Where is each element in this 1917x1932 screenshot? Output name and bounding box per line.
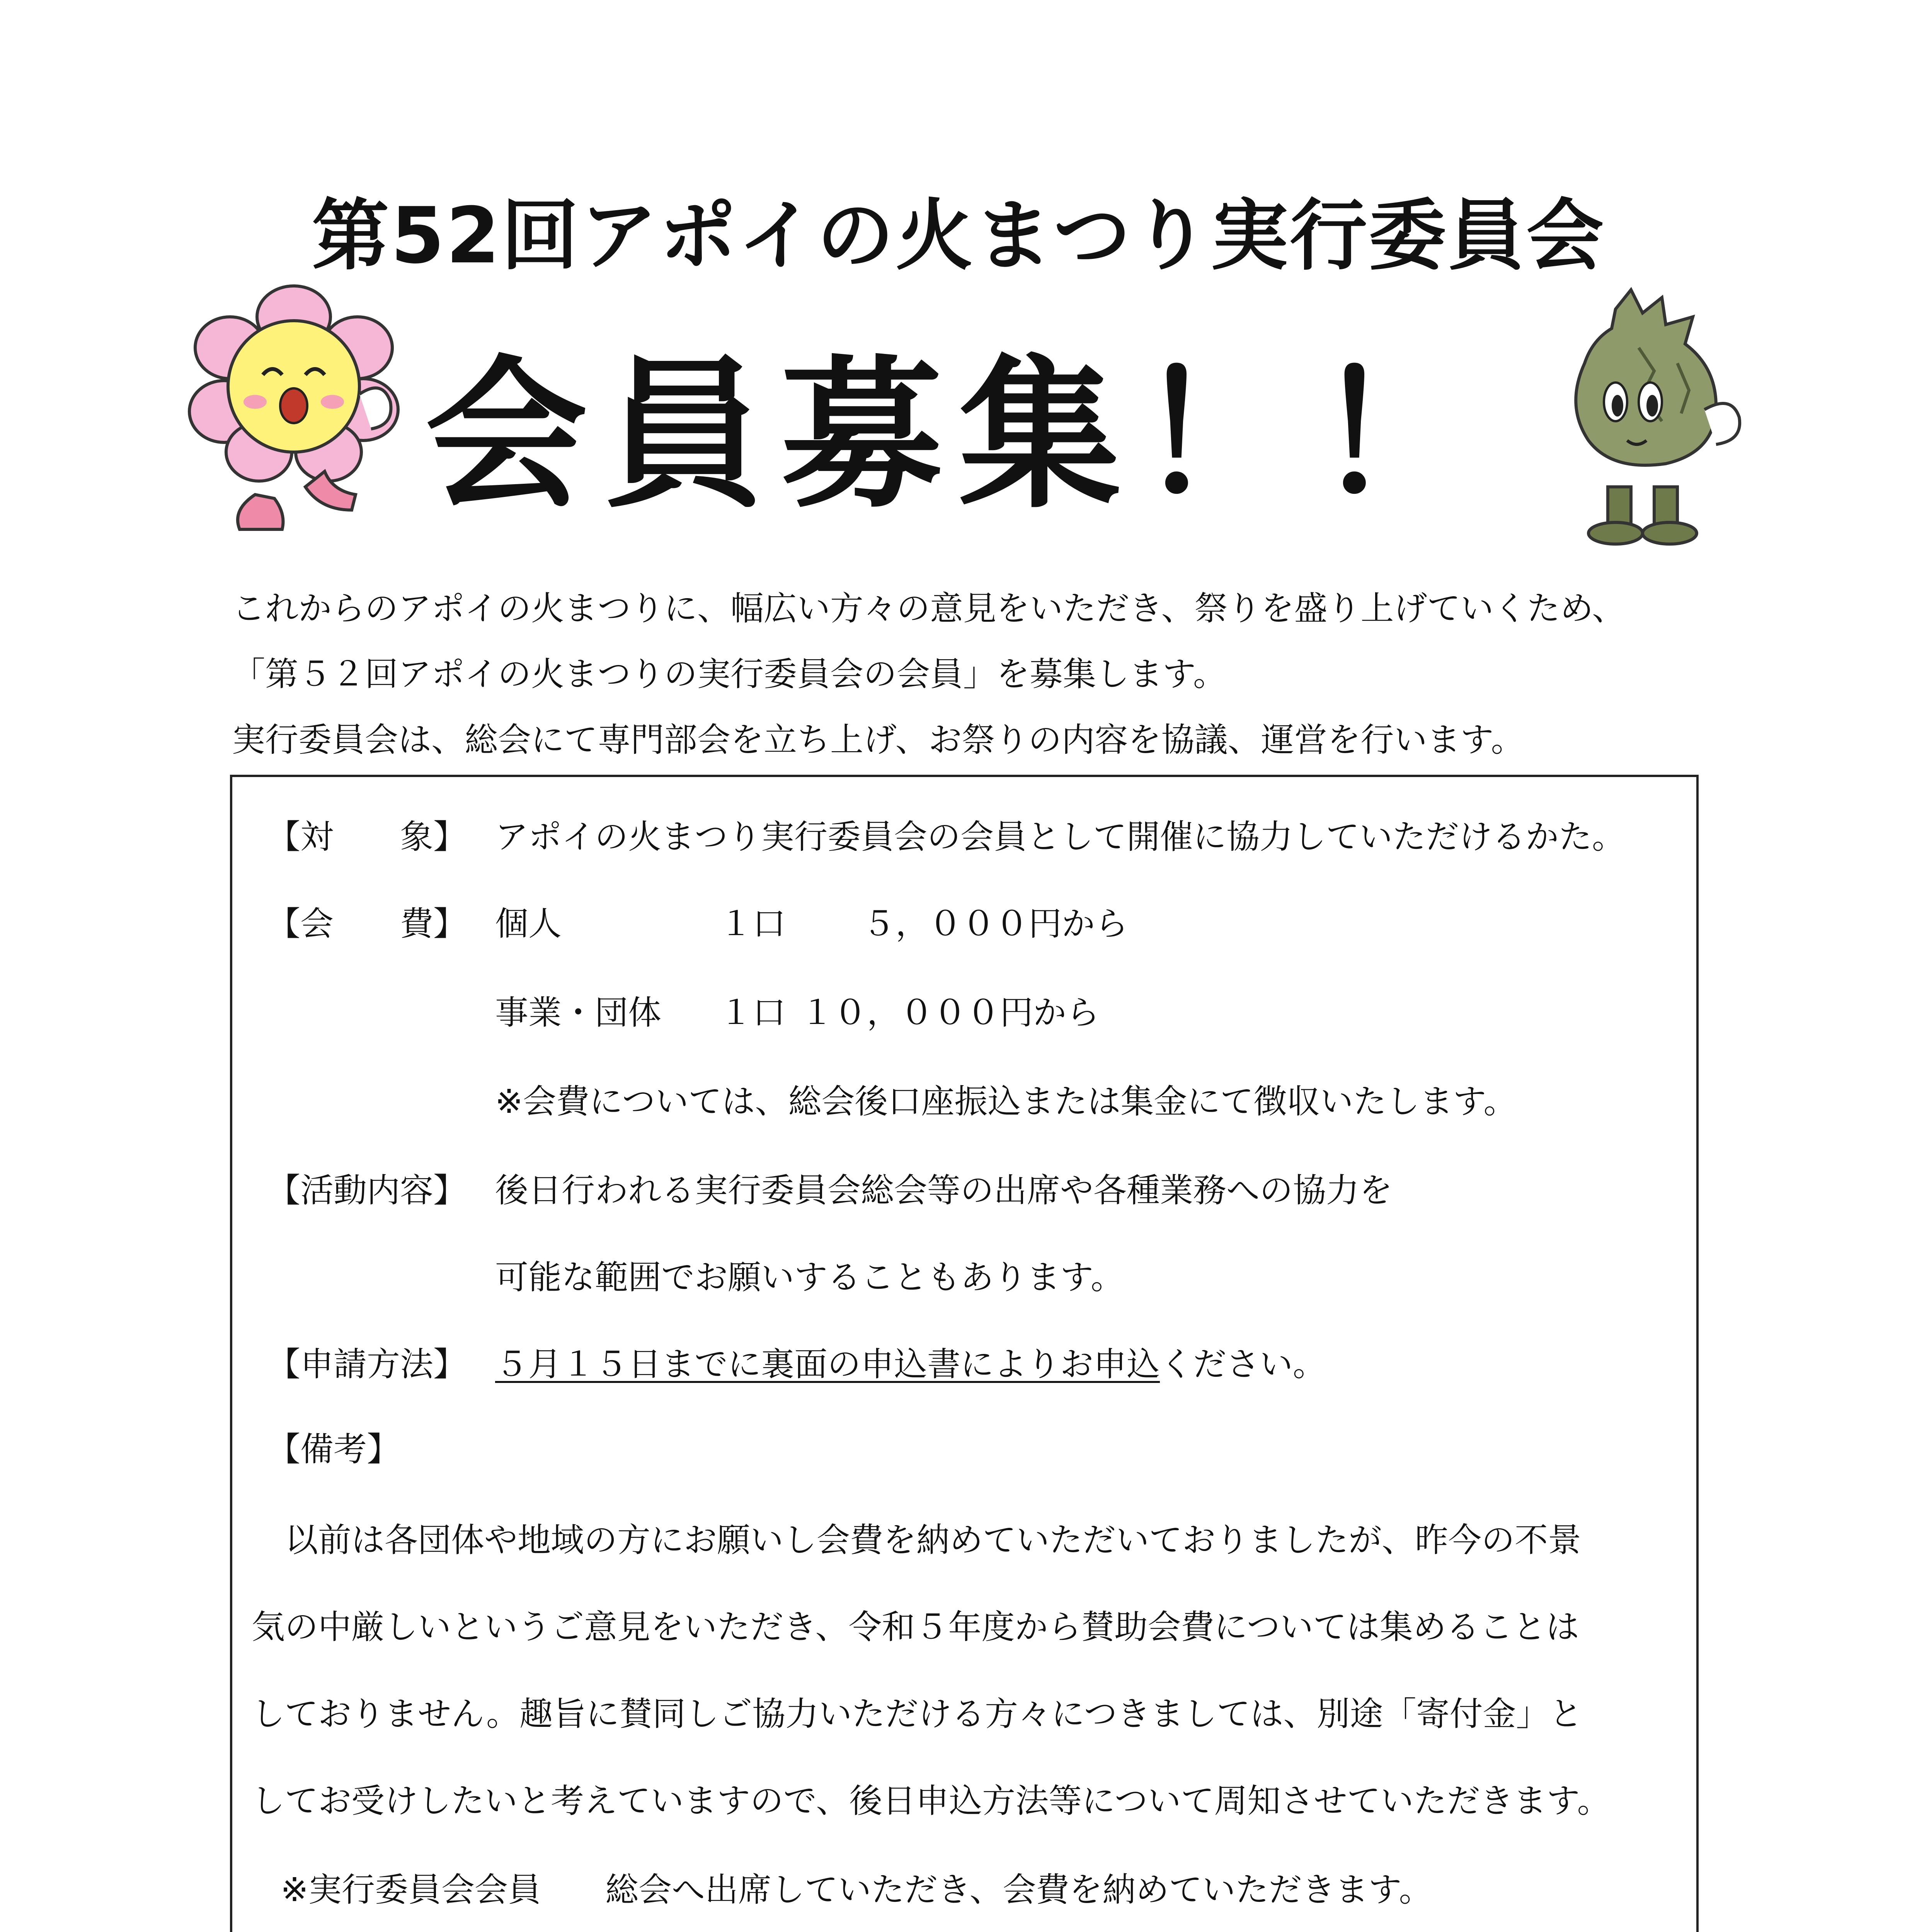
rock-body (1576, 290, 1716, 465)
target-text: アポイの火まつり実行委員会の会員として開催に協力していただけるかた。 (495, 818, 1625, 856)
fee-individual-amount: ５，０００円から (862, 905, 1128, 943)
remarks-line: してお受けしたいと考えていますので、後日申込方法等について周知させていただきます。 (252, 1782, 1611, 1820)
rock-mascot-illustration (1538, 286, 1755, 549)
apply-text (495, 1337, 1326, 1385)
apply-deadline: ５月１５日までに裏面の申込書によりお申込 (495, 1345, 1160, 1384)
remarks-line: 以前は各団体や地域の方にお願いし会費を納めていただいておりましたが、昨今の不景 (252, 1521, 1581, 1560)
recruitment-headline: 会員募集！！ (425, 341, 1492, 530)
target-label: 【対 象】 (267, 818, 466, 856)
remarks-label: 【備考】 (267, 1430, 400, 1469)
intro-line: これからのアポイの火まつりに、幅広い方々の意見をいただき、祭りを盛り上げていくため、 (232, 589, 1626, 628)
member-desc: 総会へ出席していただき、会費を納めていただきます。 (605, 1871, 1432, 1909)
fee-group-unit: １口 (719, 993, 786, 1032)
fee-note: ※会費については、総会後口座振込または集金にて徴収いたします。 (495, 1082, 1517, 1121)
page-title: 第52回アポイの火まつり実行委員会 (312, 191, 1605, 281)
fee-individual-unit: １口 (719, 905, 786, 943)
details-box (230, 775, 1699, 1932)
fee-group-type: 事業・団体 (495, 993, 661, 1032)
remarks-line: 気の中厳しいというご意見をいただき、令和５年度から賛助会費については集めることは (252, 1608, 1579, 1646)
remarks-line: しておりません。趣旨に賛同しご協力いただける方々につきましては、別途「寄付金」と (252, 1695, 1583, 1733)
intro-text (232, 576, 1739, 773)
activity-line: 後日行われる実行委員会総会等の出席や各種業務への協力を (495, 1171, 1393, 1210)
fee-individual-type: 個人 (495, 905, 562, 943)
fee-label: 【会 費】 (267, 905, 466, 943)
fee-group-amount: １０，０００円から (800, 993, 1100, 1032)
activity-label: 【活動内容】 (267, 1171, 466, 1210)
intro-line: 「第５２回アポイの火まつりの実行委員会の会員」を募集します。 (232, 655, 1227, 694)
apply-rest: ください。 (1160, 1345, 1326, 1384)
intro-line: 実行委員会は、総会にて専門部会を立ち上げ、お祭りの内容を協議、運営を行います。 (232, 721, 1524, 759)
member-term: ※実行委員会会員 (281, 1871, 541, 1909)
activity-line: 可能な範囲でお願いすることもあります。 (495, 1258, 1124, 1297)
apply-label: 【申請方法】 (267, 1345, 466, 1384)
